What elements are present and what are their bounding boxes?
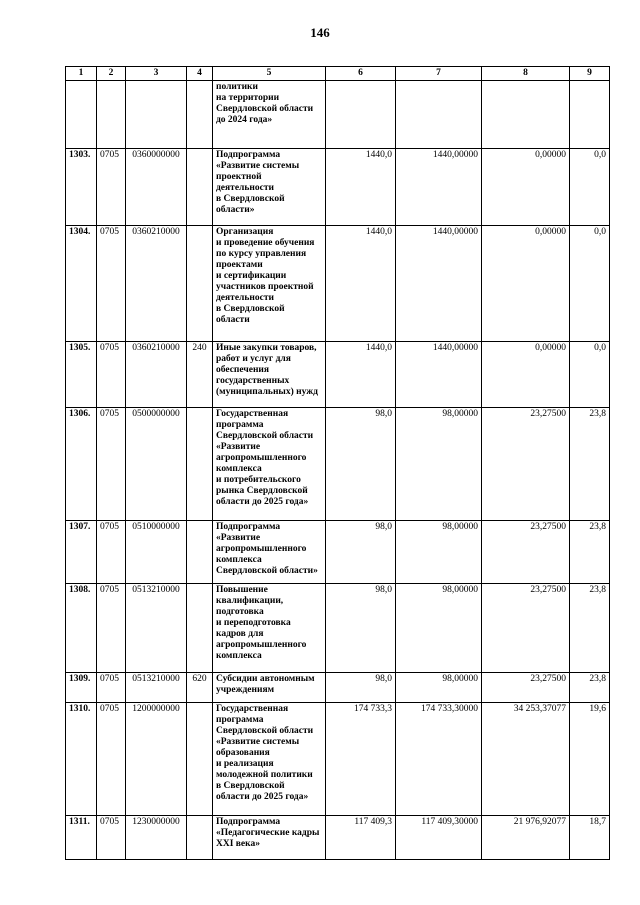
value-cell-7: 1440,00000 (396, 342, 482, 408)
expense-type-cell (187, 703, 213, 816)
value-cell-9: 23,8 (570, 584, 610, 673)
section-cell: 0705 (97, 673, 126, 703)
section-cell: 0705 (97, 584, 126, 673)
value-cell-7: 1440,00000 (396, 226, 482, 342)
value-cell-7: 98,00000 (396, 521, 482, 584)
target-code-cell: 0510000000 (126, 521, 187, 584)
target-code-cell: 0360210000 (126, 342, 187, 408)
value-cell-7: 98,00000 (396, 408, 482, 521)
value-cell-6: 1440,0 (326, 149, 396, 226)
expense-type-cell (187, 816, 213, 860)
value-cell-9: 23,8 (570, 408, 610, 521)
value-cell-6: 98,0 (326, 408, 396, 521)
header-cell-7: 7 (396, 67, 482, 81)
expense-type-cell (187, 226, 213, 342)
value-cell-9: 19,6 (570, 703, 610, 816)
value-cell-9: 0,0 (570, 342, 610, 408)
header-cell-3: 3 (126, 67, 187, 81)
name-cell: Государственная программа Свердловской области «Развитие системы образования и реализация молодежной политики в Свердловской области до 2025 года» (213, 703, 326, 816)
table-row (66, 673, 610, 703)
header-cell-2: 2 (97, 67, 126, 81)
value-cell-6: 1440,0 (326, 226, 396, 342)
target-code-cell: 0360210000 (126, 226, 187, 342)
row-number-cell: 1310. (66, 703, 97, 816)
value-cell-9: 0,0 (570, 226, 610, 342)
section-cell: 0705 (97, 816, 126, 860)
row-number-cell: 1305. (66, 342, 97, 408)
table-row (66, 149, 610, 226)
value-cell-6: 98,0 (326, 521, 396, 584)
header-row (66, 67, 610, 81)
name-cell: Подпрограмма «Развитие агропромышленного комплекса Свердловской области» (213, 521, 326, 584)
budget-table (65, 66, 610, 860)
expense-type-cell (187, 521, 213, 584)
value-cell-6: 174 733,3 (326, 703, 396, 816)
expense-type-cell: 240 (187, 342, 213, 408)
value-cell-8: 23,27500 (482, 521, 570, 584)
table-row (66, 584, 610, 673)
row-number-cell: 1303. (66, 149, 97, 226)
table-row (66, 226, 610, 342)
header-cell-4: 4 (187, 67, 213, 81)
value-cell-8: 0,00000 (482, 149, 570, 226)
name-cell: Государственная программа Свердловской области «Развитие агропромышленного комплекса и потребительского рынка Свердловской области до 2025 года» (213, 408, 326, 521)
expense-type-cell (187, 584, 213, 673)
target-code-cell: 0500000000 (126, 408, 187, 521)
name-cell: Подпрограмма «Педагогические кадры XXI века» (213, 816, 326, 860)
value-cell-8: 23,27500 (482, 408, 570, 521)
row-number-cell: 1306. (66, 408, 97, 521)
row-number-cell: 1311. (66, 816, 97, 860)
value-cell-6: 98,0 (326, 673, 396, 703)
page-number: 146 (310, 25, 330, 40)
value-cell-7: 174 733,30000 (396, 703, 482, 816)
section-cell: 0705 (97, 226, 126, 342)
name-cell: Повышение квалификации, подготовка и переподготовка кадров для агропромышленного комплекса (213, 584, 326, 673)
table-row-continuation (66, 81, 610, 149)
expense-type-cell: 620 (187, 673, 213, 703)
value-cell-7: 98,00000 (396, 584, 482, 673)
target-code-cell: 0360000000 (126, 149, 187, 226)
value-cell-9: 23,8 (570, 521, 610, 584)
table-row (66, 408, 610, 521)
section-cell: 0705 (97, 149, 126, 226)
header-cell-1: 1 (66, 67, 97, 81)
value-cell-9: 18,7 (570, 816, 610, 860)
value-cell-8: 23,27500 (482, 673, 570, 703)
section-cell: 0705 (97, 521, 126, 584)
header-cell-6: 6 (326, 67, 396, 81)
name-cell: Подпрограмма «Развитие системы проектной деятельности в Свердловской области» (213, 149, 326, 226)
table-row (66, 342, 610, 408)
row-number-cell: 1307. (66, 521, 97, 584)
expense-type-cell (187, 408, 213, 521)
value-cell-6: 98,0 (326, 584, 396, 673)
target-code-cell: 1230000000 (126, 816, 187, 860)
section-cell: 0705 (97, 408, 126, 521)
name-cell: Организация и проведение обучения по курсу управления проектами и сертификации участников проектной деятельности в Свердловской области (213, 226, 326, 342)
target-code-cell: 0513210000 (126, 584, 187, 673)
continuation-name-cell: политики на территории Свердловской области до 2024 года» (213, 81, 326, 149)
table-row (66, 816, 610, 860)
name-cell: Иные закупки товаров, работ и услуг для обеспечения государственных (муниципальных) нужд (213, 342, 326, 408)
value-cell-7: 98,00000 (396, 673, 482, 703)
row-number-cell: 1309. (66, 673, 97, 703)
value-cell-8: 0,00000 (482, 226, 570, 342)
target-code-cell: 0513210000 (126, 673, 187, 703)
value-cell-8: 34 253,37077 (482, 703, 570, 816)
section-cell: 0705 (97, 703, 126, 816)
header-cell-9: 9 (570, 67, 610, 81)
value-cell-8: 0,00000 (482, 342, 570, 408)
header-cell-8: 8 (482, 67, 570, 81)
table-row (66, 521, 610, 584)
value-cell-9: 23,8 (570, 673, 610, 703)
table-row (66, 703, 610, 816)
header-cell-5: 5 (213, 67, 326, 81)
section-cell: 0705 (97, 342, 126, 408)
name-cell: Субсидии автономным учреждениям (213, 673, 326, 703)
value-cell-9: 0,0 (570, 149, 610, 226)
value-cell-6: 117 409,3 (326, 816, 396, 860)
value-cell-6: 1440,0 (326, 342, 396, 408)
value-cell-7: 117 409,30000 (396, 816, 482, 860)
row-number-cell: 1304. (66, 226, 97, 342)
value-cell-8: 23,27500 (482, 584, 570, 673)
value-cell-7: 1440,00000 (396, 149, 482, 226)
row-number-cell: 1308. (66, 584, 97, 673)
target-code-cell: 1200000000 (126, 703, 187, 816)
value-cell-8: 21 976,92077 (482, 816, 570, 860)
expense-type-cell (187, 149, 213, 226)
